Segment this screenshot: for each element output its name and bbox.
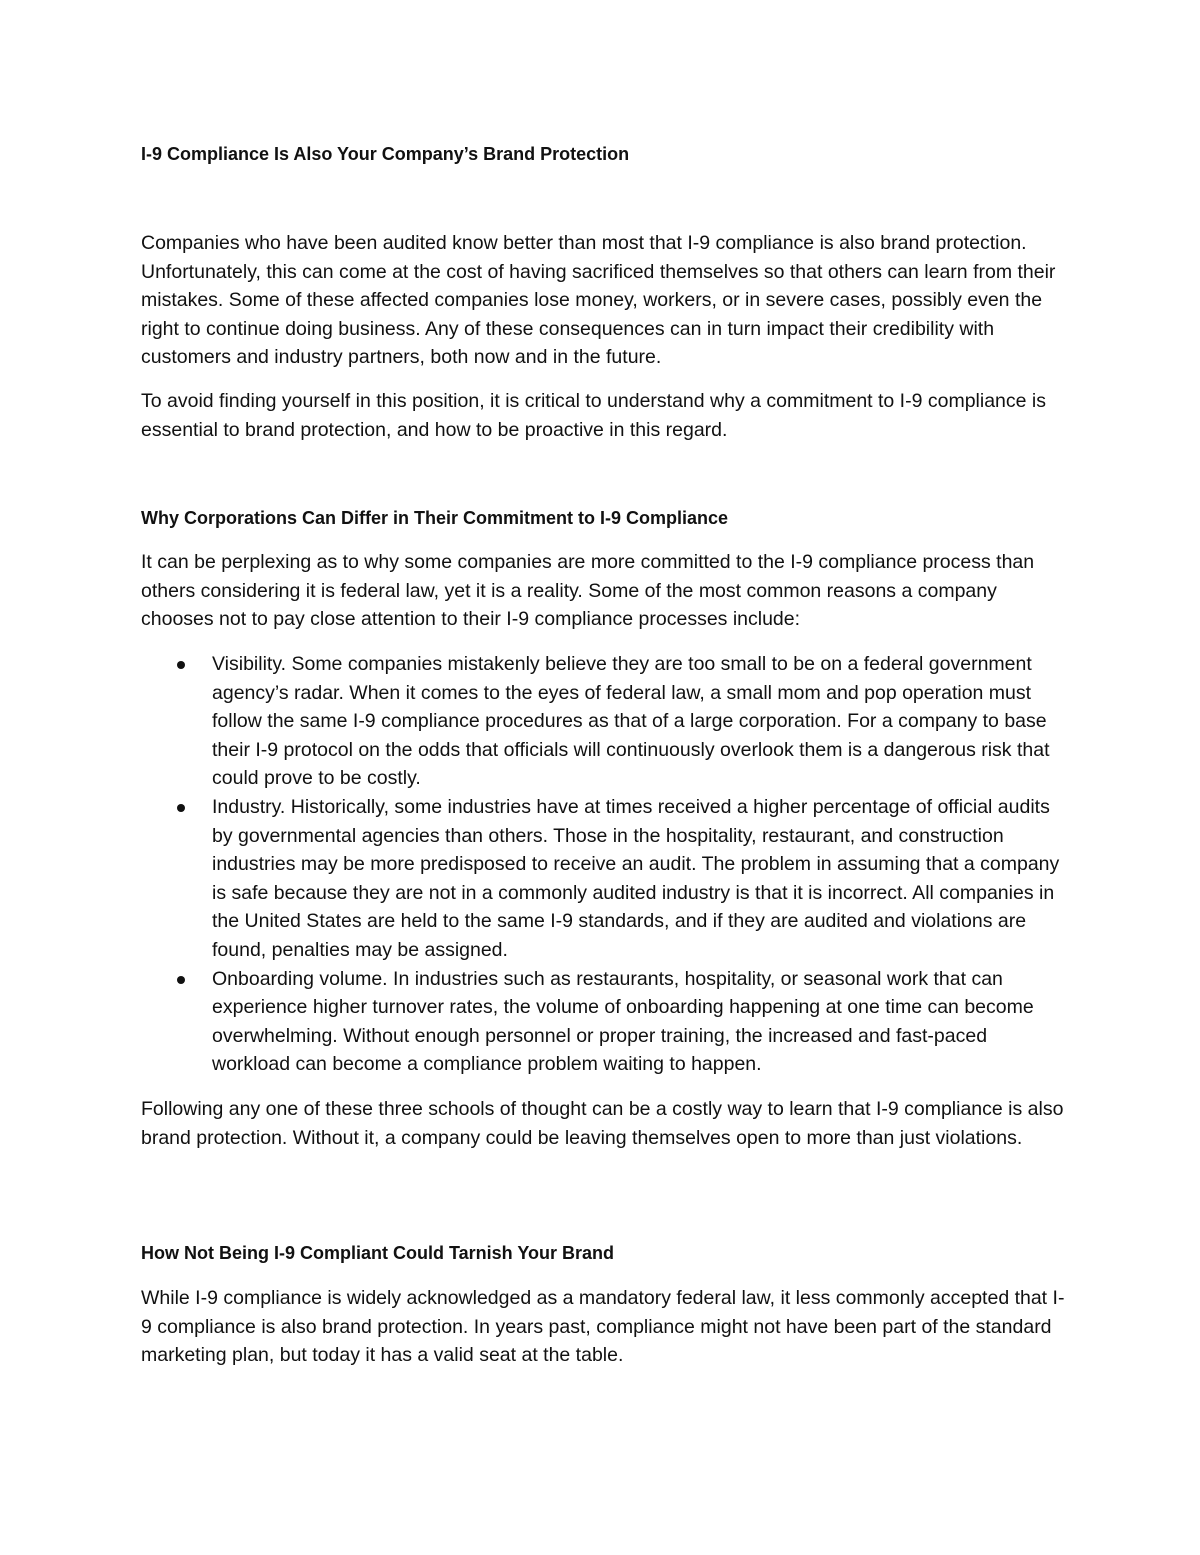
section-intro-paragraph: It can be perplexing as to why some companies are more committed to the I-9 compliance process than others considering it is federal law, yet it is a reality. Some of the most common reasons a company chooses not to pay close attention to their I-9 compliance processes include: [141,551,1035,631]
section-heading-commitment: Why Corporations Can Differ in Their Commitment to I-9 Compliance [141,508,729,528]
bullet-text-visibility: Visibility. Some companies mistakenly believe they are too small to be on a federal government agency’s radar. When it comes to the eyes of federal law, a small mom and pop operation must follow the same I-9 compliance procedures as that of a large corporation. For a company to base their I-9 protocol on the odds that officials will continuously overlook them is a dangerous risk that could prove to be costly. [212,653,1050,790]
document-page [141,0,1066,1555]
intro-paragraph-1: Companies who have been audited know better than most that I-9 compliance is also brand protection. Unfortunately, this can come at the cost of having sacrificed themselves so that others can learn from their mistakes. Some of these affected companies lose money, workers, or in severe cases, possibly even the right to continue doing business. Any of these consequences can in turn impact their credibility with customers and industry partners, both now and in the future. [141,232,1056,369]
bullet-icon [177,976,185,984]
document-title: I-9 Compliance Is Also Your Company’s Brand Protection [141,144,630,164]
bullet-icon [177,661,185,669]
section-conclusion-paragraph: Following any one of these three schools of thought can be a costly way to learn that I-9 compliance is also brand protection. Without it, a company could be leaving themselves open to more than just violations. [141,1098,1064,1149]
section-heading-tarnish: How Not Being I-9 Compliant Could Tarnish Your Brand [141,1243,615,1263]
bullet-icon [177,804,185,812]
list-item [141,650,1066,793]
intro-paragraph-2: To avoid finding yourself in this position, it is critical to understand why a commitment to I-9 compliance is essential to brand protection, and how to be proactive in this regard. [141,390,1046,441]
bullet-text-onboarding: Onboarding volume. In industries such as restaurants, hospitality, or seasonal work that can experience higher turnover rates, the volume of onboarding happening at one time can become overwhelming. Without enough personnel or proper training, the increased and fast-paced workload can become a compliance problem waiting to happen. [212,967,1034,1076]
list-item [141,793,1066,965]
tarnish-paragraph: While I-9 compliance is widely acknowledged as a mandatory federal law, it less commonly accepted that I-9 compliance is also brand protection. In years past, compliance might not have been part of the standard marketing plan, but today it has a valid seat at the table. [141,1287,1065,1367]
reasons-bullet-list [141,650,1066,1079]
bullet-text-industry: Industry. Historically, some industries have at times received a higher percentage of official audits by governmental agencies than others. Those in the hospitality, restaurant, and construction industries may be more predisposed to receive an audit. The problem in assuming that a company is safe because they are not in a commonly audited industry is that it is incorrect. All companies in the United States are held to the same I-9 standards, and if they are audited and violations are found, penalties may be assigned. [212,795,1060,961]
list-item [141,965,1066,1079]
